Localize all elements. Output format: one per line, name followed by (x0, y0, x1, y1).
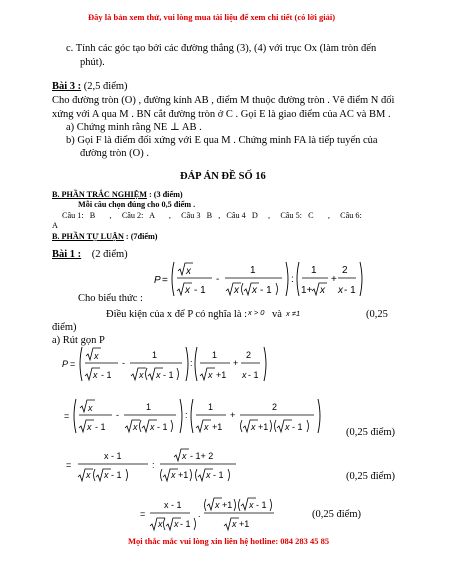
svg-text:2: 2 (342, 265, 348, 276)
svg-text:+1: +1 (212, 422, 223, 432)
mc-last-answer: A (52, 221, 58, 230)
svg-text:x: x (174, 519, 179, 529)
svg-text:x: x (249, 500, 254, 510)
svg-text:2: 2 (272, 402, 278, 412)
points-condition: (0,25 (366, 309, 388, 320)
svg-text:1: 1 (212, 350, 218, 360)
points-step-3: (0,25 điểm) (346, 471, 395, 482)
svg-text:x: x (158, 519, 163, 529)
svg-text:1: 1 (152, 350, 158, 360)
svg-text::: : (291, 274, 294, 285)
formula-p-definition (150, 258, 356, 300)
svg-text:x: x (251, 422, 256, 432)
svg-text:x: x (204, 422, 209, 432)
svg-text:P: P (154, 275, 161, 286)
svg-text:x: x (186, 266, 191, 277)
svg-text:x: x (338, 285, 343, 296)
svg-text:=: = (140, 509, 146, 519)
svg-text:+: + (331, 274, 337, 285)
svg-text:2: 2 (246, 350, 252, 360)
essay-heading (52, 232, 158, 242)
bai3-part-a: a) Chứng minh rằng NE ⊥ AB . (66, 122, 202, 133)
svg-text:P: P (62, 359, 69, 369)
svg-text:x: x (232, 519, 237, 529)
svg-text:1: 1 (146, 402, 152, 412)
svg-text:- 1: - 1 (260, 285, 272, 296)
svg-text:=: = (70, 359, 76, 369)
formula-step-2 (62, 395, 362, 437)
svg-text:x: x (139, 370, 144, 380)
svg-text:x: x (242, 370, 247, 380)
svg-text::: : (152, 460, 155, 470)
bai1-points: (2 điểm) (91, 249, 128, 260)
svg-text:x: x (94, 351, 99, 361)
svg-text:- 1: - 1 (292, 422, 303, 432)
mc-heading-points: : (3 điểm) (148, 190, 183, 199)
svg-text:x - 1: x - 1 (164, 500, 182, 510)
bai3-line1: Cho đường tròn (O) , đường kính AB , điểm M thuộc đường tròn . Vẽ điểm N đối (52, 95, 395, 106)
svg-text:- 1: - 1 (111, 470, 122, 480)
points-step-2: (0,25 điểm) (346, 427, 395, 438)
svg-text:- 1: - 1 (248, 370, 259, 380)
svg-text:1: 1 (311, 265, 317, 276)
condition-and: và (272, 309, 282, 320)
svg-text:+1: +1 (258, 422, 269, 432)
essay-heading-label: B. PHẦN TỰ LUẬN (52, 232, 124, 241)
mc-heading (52, 190, 183, 200)
svg-text:x: x (215, 500, 220, 510)
svg-text:- 1: - 1 (157, 422, 168, 432)
svg-text:- 1: - 1 (163, 370, 174, 380)
svg-text:x: x (150, 422, 155, 432)
svg-text::: : (190, 358, 193, 368)
svg-text::: : (185, 410, 188, 420)
condition-x-positive: x > 0 (248, 308, 265, 317)
svg-text:x - 1: x - 1 (104, 451, 122, 461)
svg-text:x: x (156, 370, 161, 380)
formula-step-1 (60, 343, 300, 385)
svg-text:- 1: - 1 (194, 285, 206, 296)
svg-text:x: x (104, 470, 109, 480)
preview-banner: Đây là bản xem thử, vui lòng mua tài liệu để xem chi tiết (có lời giải) (88, 12, 336, 22)
mc-note: Mỗi câu chọn đúng cho 0,5 điểm . (78, 200, 196, 209)
svg-text:=: = (66, 460, 72, 470)
svg-text:x: x (171, 470, 176, 480)
svg-text:=: = (64, 411, 70, 421)
svg-text:- 1: - 1 (344, 285, 356, 296)
svg-text:+1: +1 (216, 370, 227, 380)
svg-text:+1: +1 (239, 519, 250, 529)
dieu-kien-text: Điều kiện của x để P có nghĩa là : (106, 309, 248, 320)
mc-heading-label: B. PHẦN TRẮC NGHIỆM (52, 190, 147, 199)
item-c-text: c. Tính các góc tạo bởi các đường thẳng (3), (4) với trục Ox (làm tròn đến (66, 43, 377, 54)
svg-text:- 1+ 2: - 1+ 2 (190, 451, 214, 461)
svg-text:- 1: - 1 (101, 370, 112, 380)
item-c-continued: phút). (80, 57, 105, 68)
svg-text:+1: +1 (222, 500, 233, 510)
svg-text:-: - (116, 410, 119, 420)
svg-text:-: - (216, 274, 220, 285)
bai3-label: Bài 3 : (52, 81, 82, 92)
bai1-label: Bài 1 : (52, 249, 82, 260)
formula-step-3 (64, 447, 304, 483)
svg-text:-: - (122, 358, 125, 368)
svg-text:- 1: - 1 (213, 470, 224, 480)
svg-text:+: + (230, 410, 236, 420)
svg-text:1+: 1+ (301, 285, 313, 296)
svg-text:+1: +1 (178, 470, 189, 480)
svg-text:x: x (133, 422, 138, 432)
svg-text:x: x (87, 422, 92, 432)
svg-text:x: x (320, 285, 325, 296)
bai1-heading (52, 248, 128, 261)
bai3-part-b-line1: b) Gọi F là điểm đối xứng với E qua M . Chứng minh FA là tiếp tuyến của (66, 135, 378, 146)
svg-text:=: = (162, 275, 168, 286)
bai3-part-b-line2: đường tròn (O) . (80, 148, 149, 159)
svg-text:- 1: - 1 (180, 519, 191, 529)
svg-text:- 1: - 1 (256, 500, 267, 510)
svg-text:x: x (208, 370, 213, 380)
svg-text:x: x (182, 451, 187, 461)
svg-text:x: x (88, 403, 93, 413)
svg-text:x: x (206, 470, 211, 480)
points-step-4: (0,25 điểm) (312, 509, 361, 520)
footer-hotline: Mọi thắc mắc vui lòng xin liên hệ hotline: 084 283 45 85 (128, 536, 330, 546)
svg-text:1: 1 (208, 402, 214, 412)
cho-bieu-thuc: Cho biểu thức : (78, 293, 143, 304)
svg-text:x: x (285, 422, 290, 432)
svg-text:- 1: - 1 (95, 422, 106, 432)
svg-text:1: 1 (250, 265, 256, 276)
svg-text:x: x (185, 285, 190, 296)
svg-text:x: x (252, 285, 257, 296)
svg-text:+: + (233, 358, 239, 368)
condition-x-not-one: x ≠1 (286, 309, 301, 318)
svg-text:x: x (86, 470, 91, 480)
svg-text:x: x (93, 370, 98, 380)
bai3-points: (2,5 điểm) (83, 81, 128, 92)
mc-answers: Câu 1: B , Câu 2: A , Câu 3 B , Câu 4 D , Câu 5: C , Câu 6: (62, 211, 362, 220)
part-a-heading: a) Rút gọn P (52, 335, 105, 346)
formula-step-4 (138, 494, 298, 534)
essay-heading-points: : (7điểm) (125, 232, 158, 241)
answer-title: ĐÁP ÁN ĐỀ SỐ 16 (180, 171, 266, 182)
svg-text:.: . (198, 509, 201, 519)
bai3-heading (52, 80, 128, 93)
points-condition-cont: điểm) (52, 322, 77, 333)
svg-text:x: x (234, 285, 239, 296)
bai3-line2: xứng với A qua M . BN cắt đường tròn ở C . Gọi E là giao điểm của AC và BM . (52, 109, 391, 120)
